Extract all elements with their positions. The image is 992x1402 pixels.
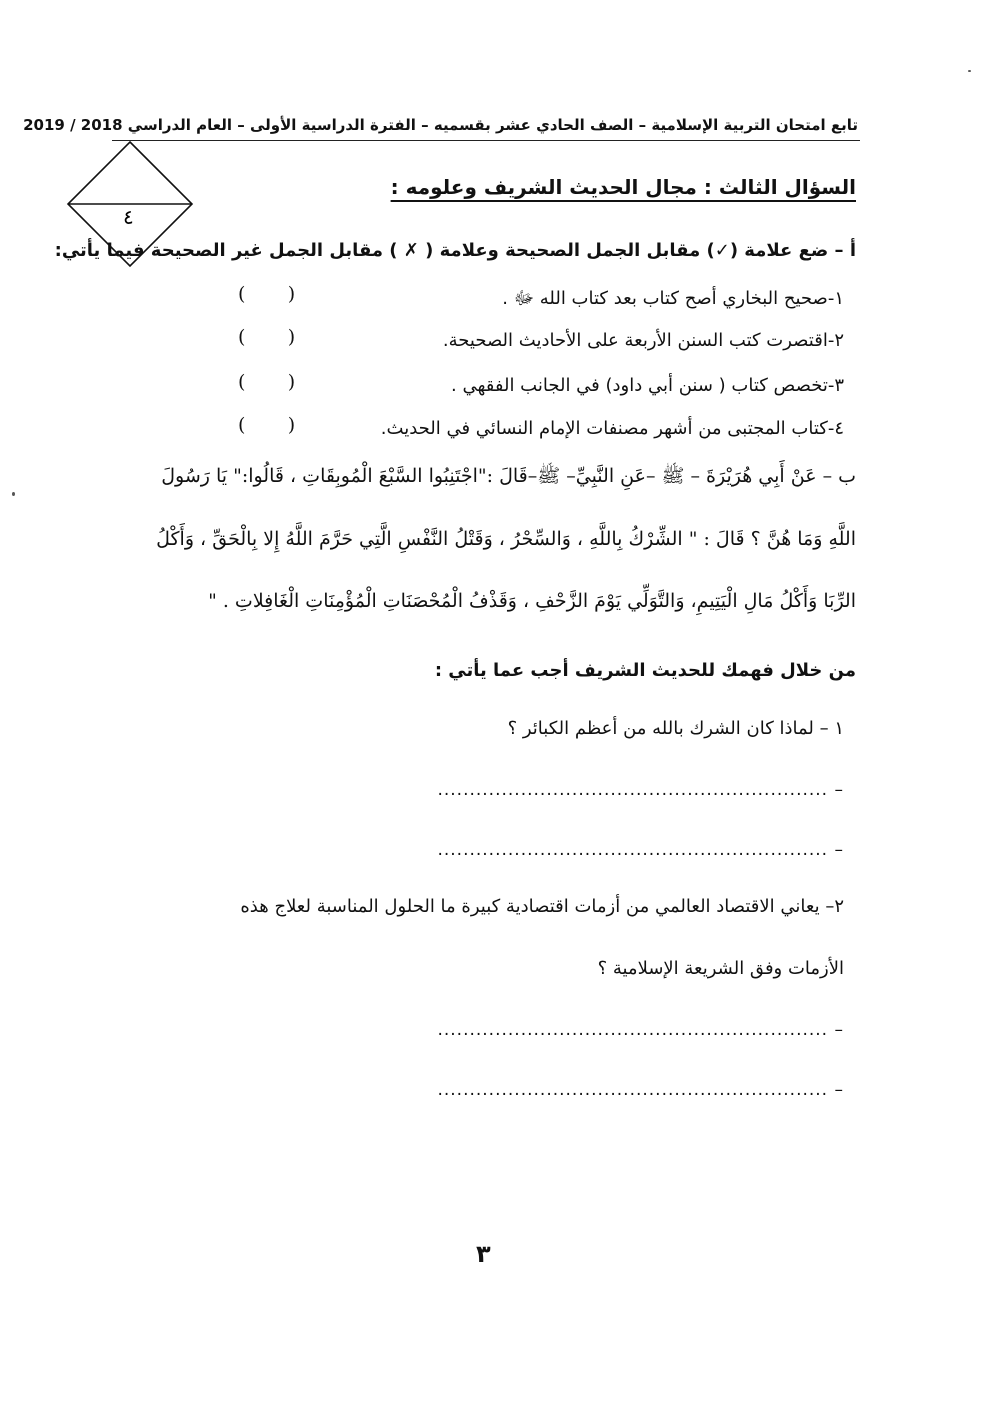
part-b-prompt: من خلال فهمك للحديث الشريف أجب عما يأتي :: [434, 660, 856, 681]
question-2-line-2: الأزمات وفق الشريعة الإسلامية ؟: [597, 958, 844, 979]
question-2-line-1: ٢– يعاني الاقتصاد العالمي من أزمات اقتصادية كبيرة ما الحلول المناسبة لعلاج هذه: [240, 896, 844, 917]
exam-header: تابع امتحان التربية الإسلامية – الصف الحادي عشر بقسميه – الفترة الدراسية الأولى – العام الدراسي 2018 / 2019: [23, 116, 858, 134]
statement-3: ٣-تخصص كتاب ( سنن أبي داود) في الجانب الفقهي .: [451, 375, 844, 396]
hadith-line-1: ب – عَنْ أَبِي هُرَيْرَةَ – ﷺ –عَنِ النَّبِيِّ– ﷺ–قَالَ :"اجْتَنِبُوا السَّبْعَ الْمُوبِقَاتِ ، قَالُوا:" يَا رَسُولَ: [161, 465, 856, 487]
question-1: ١ – لماذا كان الشرك بالله من أعظم الكبائر ؟: [507, 718, 844, 739]
statement-2: ٢-اقتصرت كتب السنن الأربعة على الأحاديث الصحيحة.: [442, 330, 844, 351]
page-number: ٣: [476, 1240, 491, 1268]
answer-line-1b[interactable]: – .............................................................: [437, 840, 844, 860]
score-mark: ٤: [123, 205, 134, 229]
answer-line-2a[interactable]: – .............................................................: [437, 1020, 844, 1040]
header-divider: [112, 140, 860, 141]
answer-line-2b[interactable]: – .............................................................: [437, 1080, 844, 1100]
statement-4: ٤-كتاب المجتبى من أشهر مصنفات الإمام النسائي في الحديث.: [380, 418, 844, 439]
statement-1: ١-صحيح البخاري أصح كتاب بعد كتاب الله ﷻ .: [502, 288, 844, 309]
scan-speck: [968, 70, 971, 72]
hadith-line-3: الرِّبَا وَأَكْلُ مَالِ الْيَتِيمِ، وَالتَّوَلِّي يَوْمَ الزَّحْفِ ، وَقَذْفُ الْمُحْصَنَاتِ الْمُؤْمِنَاتِ الْغَافِلاتِ . ": [208, 590, 856, 612]
section-title: السؤال الثالث : مجال الحديث الشريف وعلومه :: [390, 175, 856, 199]
answer-box-2[interactable]: ( ): [238, 326, 296, 348]
answer-box-4[interactable]: ( ): [238, 414, 296, 436]
answer-line-1a[interactable]: – .............................................................: [437, 780, 844, 800]
part-a-instruction: أ – ضع علامة (✓) مقابل الجمل الصحيحة وعلامة ( ✗ ) مقابل الجمل غير الصحيحة فيما يأتي:: [54, 240, 856, 261]
scan-speck: [12, 492, 15, 496]
answer-box-3[interactable]: ( ): [238, 371, 296, 393]
answer-box-1[interactable]: ( ): [238, 283, 296, 305]
hadith-line-2: اللَّهِ وَمَا هُنَّ ؟ قَالَ : " الشِّرْكُ بِاللَّهِ ، وَالسِّحْرُ ، وَقَتْلُ النَّفْسِ الَّتِي حَرَّمَ اللَّهُ إِلا بِالْحَقِّ ، وَأَكْلُ: [156, 528, 856, 550]
